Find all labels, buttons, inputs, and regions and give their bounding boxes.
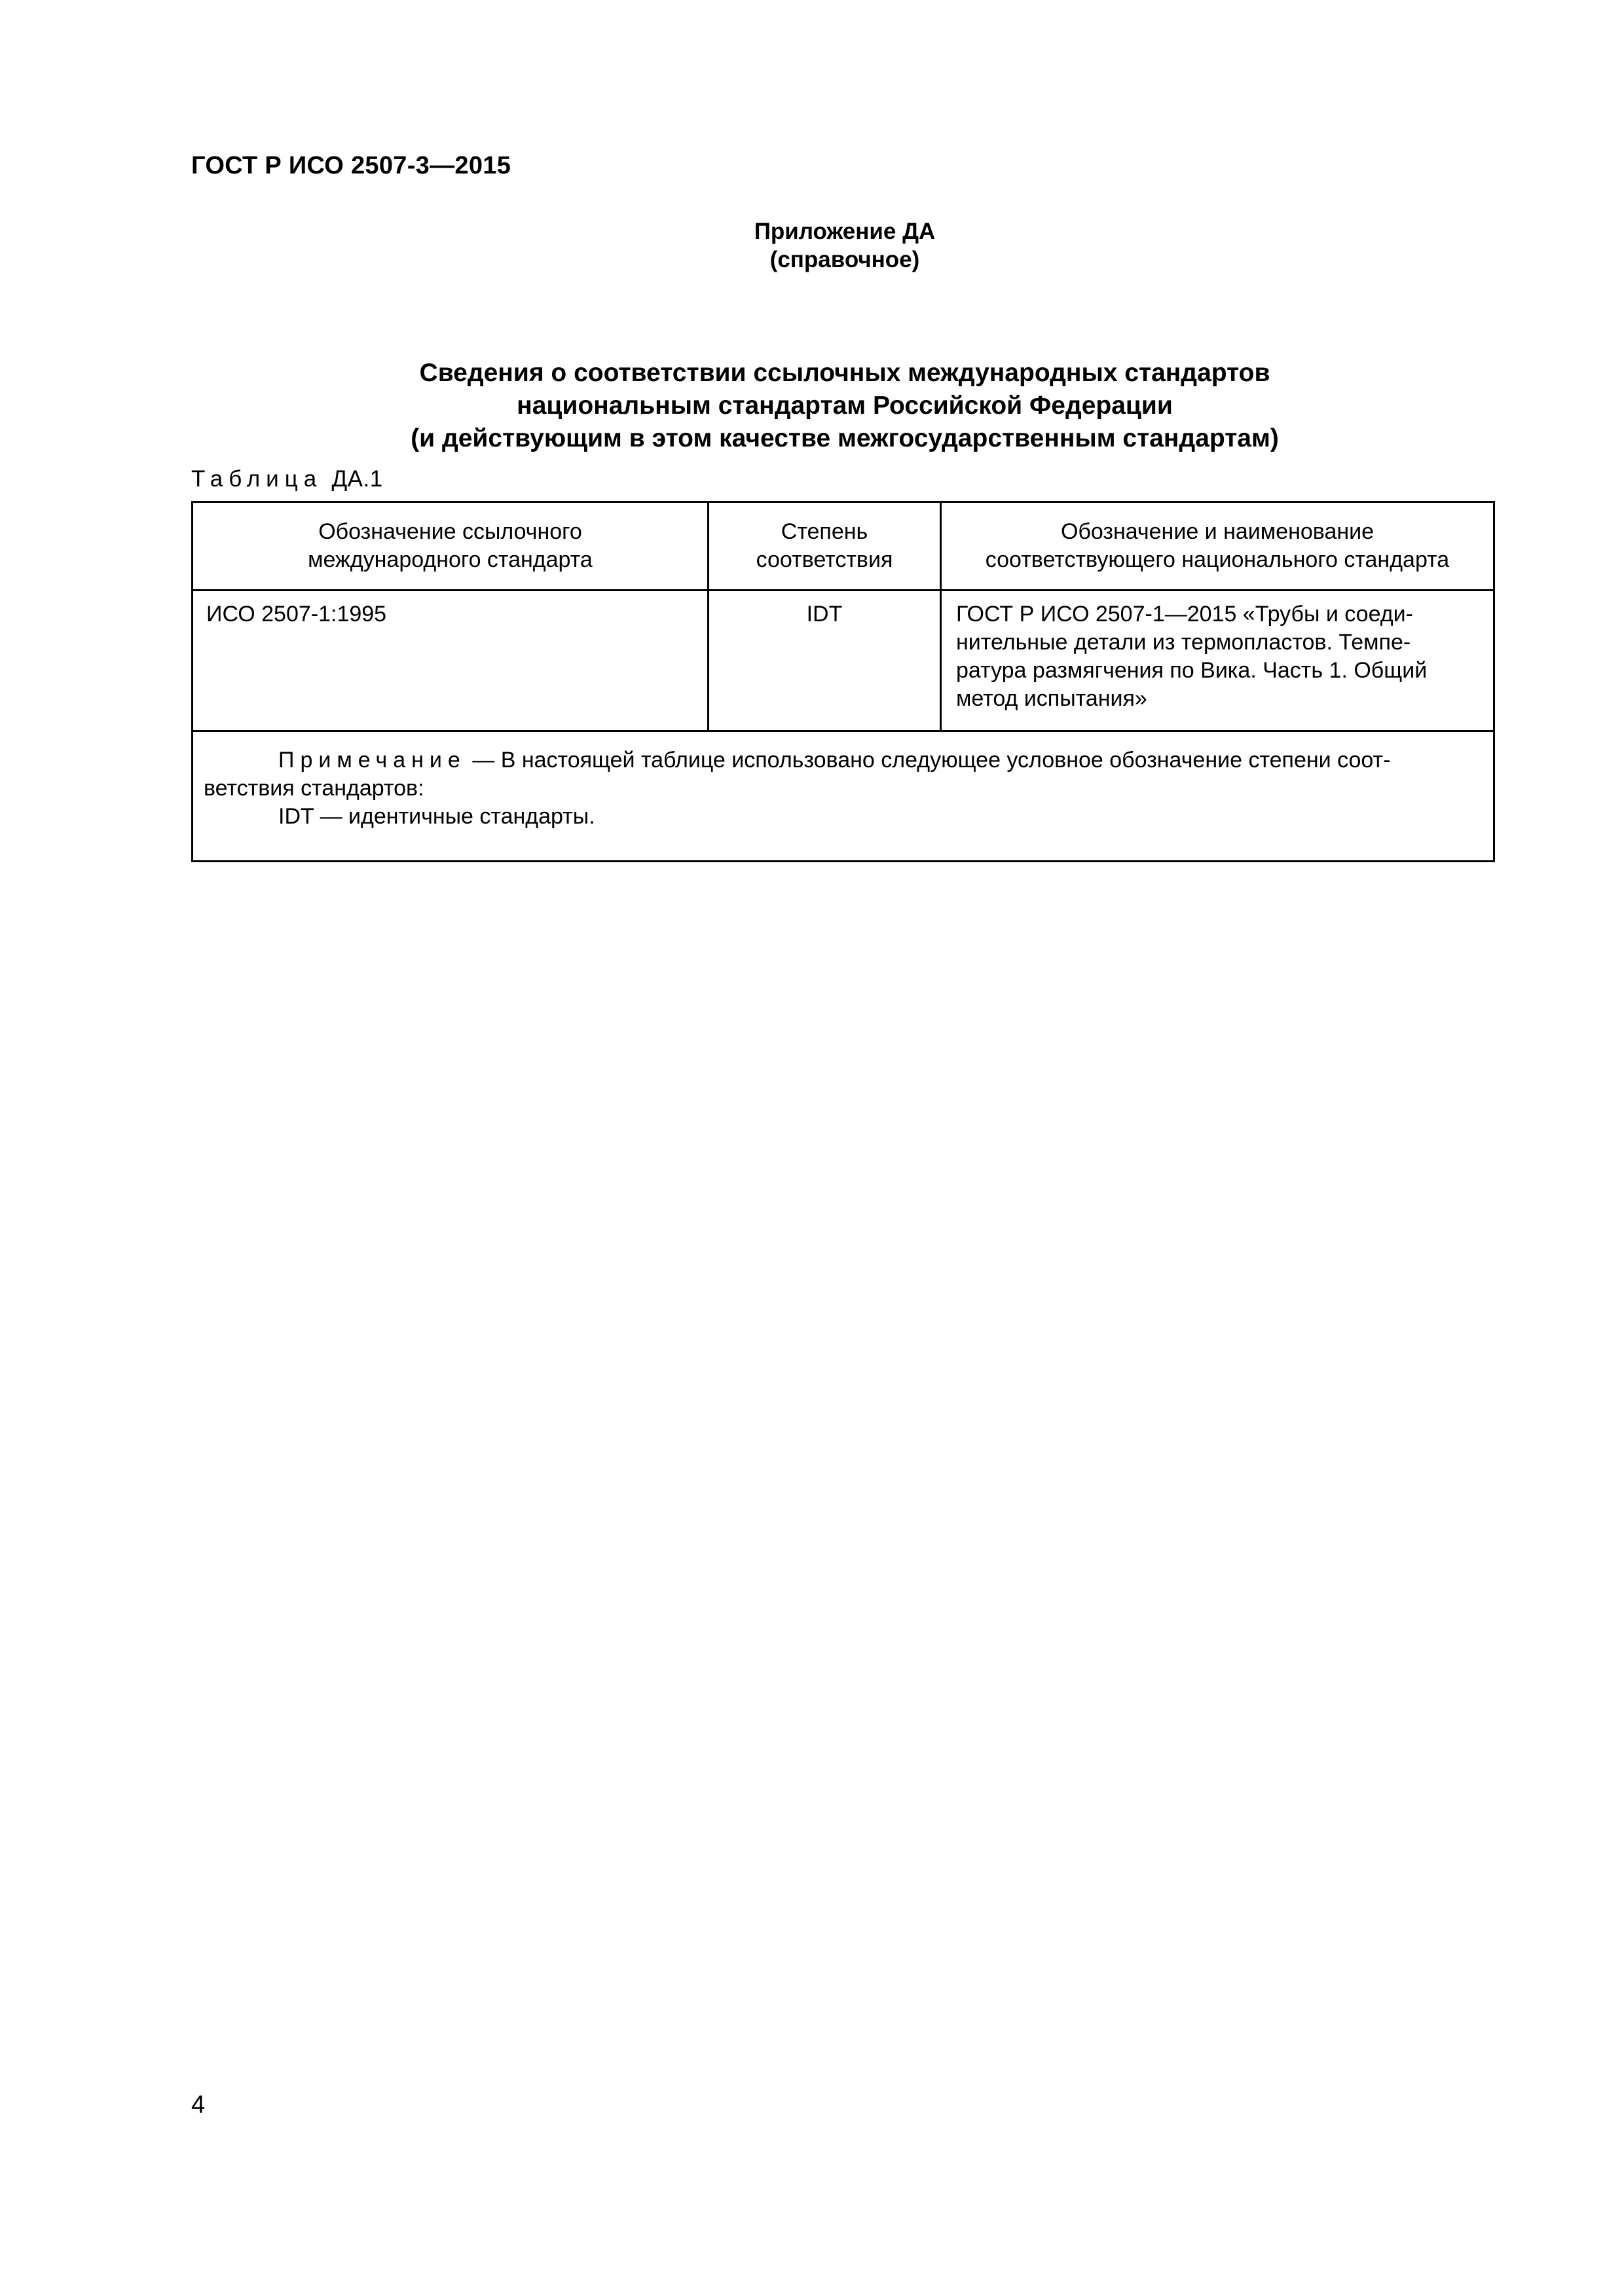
appendix-heading — [0, 217, 1624, 274]
appendix-title — [0, 357, 1624, 455]
correspondence-table — [191, 501, 1495, 862]
table-header-row — [193, 502, 1494, 591]
document-id: ГОСТ Р ИСО 2507-3—2015 — [191, 152, 511, 179]
note-text-continued: ветствия стандартов: — [204, 776, 424, 801]
table-row — [193, 591, 1494, 731]
table-note — [193, 731, 1494, 862]
cell-degree: IDT — [709, 591, 941, 731]
table-caption-word: Таблица — [191, 466, 323, 492]
page-number: 4 — [191, 2091, 206, 2119]
table-note-row — [193, 731, 1494, 862]
appendix-kind: (справочное) — [769, 247, 920, 272]
title-line: национальным стандартам Российской Федерации — [517, 392, 1173, 420]
title-line: (и действующим в этом качестве межгосударственным стандартам) — [411, 424, 1279, 452]
appendix-label: Приложение ДА — [754, 219, 936, 244]
table-caption — [191, 466, 383, 492]
cell-national-standard: ГОСТ Р ИСО 2507-1—2015 «Трубы и соеди- нительные детали из термопластов. Темпе- ратура размягчения по Вика. Часть 1. Общий метод испытания» — [941, 591, 1494, 731]
note-text: — В настоящей таблице использовано следующее условное обозначение степени соот- — [466, 748, 1391, 773]
note-label: Примечание — [278, 748, 466, 773]
note-abbreviation: IDT — идентичные стандарты. — [278, 804, 595, 829]
cell-intl-standard: ИСО 2507-1:1995 — [193, 591, 709, 731]
title-line: Сведения о соответствии ссылочных международных стандартов — [419, 359, 1270, 387]
table-caption-number: ДА.1 — [331, 466, 383, 492]
header-national-standard: Обозначение и наименование соответствующего национального стандарта — [941, 502, 1494, 591]
header-intl-standard: Обозначение ссылочного международного стандарта — [193, 502, 709, 591]
header-degree: Степень соответствия — [709, 502, 941, 591]
